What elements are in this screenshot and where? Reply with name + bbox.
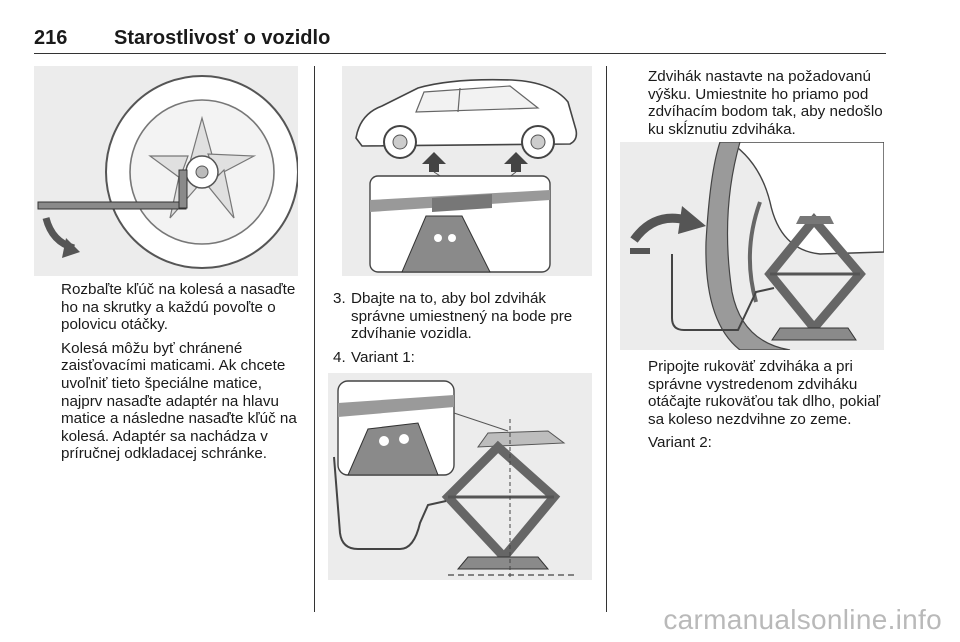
page-header — [34, 27, 886, 54]
page-number: 216 — [34, 27, 68, 49]
instruction-jack-height: Zdvihák nastavte na požadovanú výšku. Umiestnite ho priamo pod zdvíhacím bodom tak, aby nedošlo ku skĺznutiu zdviháka. — [648, 68, 883, 138]
variant-2-label: Variant 2: — [648, 434, 712, 452]
column3-text-bottom — [648, 358, 888, 458]
section-title: Starostlivosť o vozidlo — [114, 27, 331, 49]
figure-car-jacking-points — [342, 66, 592, 276]
figure-jack-handle-rotate — [620, 142, 884, 350]
step-3-text: Dbajte na to, aby bol zdvihák správne umiestnený na bode pre zdvíhanie vozidla. — [351, 290, 573, 343]
note-locking-nuts: Kolesá môžu byť chránené zaisťovacími maticami. Ak chcete uvoľniť tieto špeciálne matice, najprv nasaďte adaptér na hlavu matice a následne nasaďte kľúč na kolesá. Adaptér sa nachádza v príručnej odkladacej schránke. — [61, 339, 297, 463]
watermark: carmanualsonline.info — [663, 604, 942, 635]
instruction-wrench: Rozbaľte kľúč na kolesá a nasaďte ho na skrutky a každú povoľte o polovicu otáčky. — [61, 281, 296, 334]
figure-jack-variant-1 — [328, 373, 592, 580]
column3-text-top — [648, 68, 888, 144]
step-4-text: Variant 1: — [351, 349, 415, 366]
figure-wheel-wrench — [34, 66, 298, 276]
column1-text — [61, 281, 303, 469]
column-divider-left — [314, 66, 315, 612]
column-divider-right — [606, 66, 607, 612]
instruction-turn-handle: Pripojte rukoväť zdviháka a pri správne vystredenom zdviháku otáčajte rukoväťou tak dlho, pokiaľ sa koleso nezdvihne zo zeme. — [648, 358, 881, 428]
step-3-number: 3. — [333, 290, 346, 307]
step-4-number: 4. — [333, 349, 346, 366]
